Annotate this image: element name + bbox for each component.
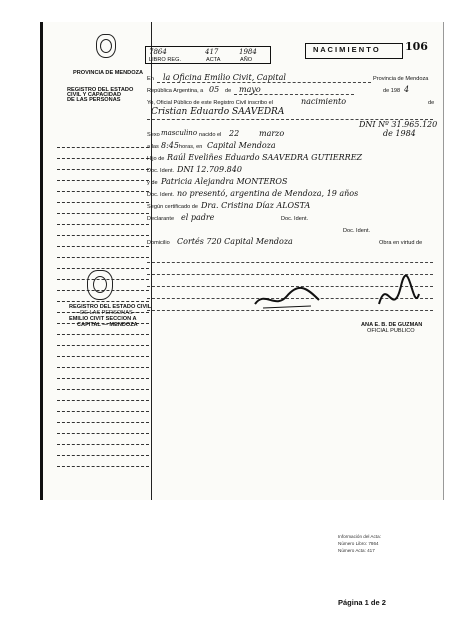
stamp-line-2: — DE LAS PERSONAS —	[73, 310, 140, 316]
birth-month: marzo	[259, 129, 285, 138]
month-value: mayo	[239, 85, 261, 94]
declarante-value: el padre	[181, 213, 215, 222]
doc-label: Doc. Ident.	[147, 168, 175, 174]
libro-label: LIBRO REG.	[149, 57, 182, 63]
official-stamp-line-2: OFICIAL PUBLICO	[367, 328, 415, 334]
acta-number: 417	[205, 48, 219, 56]
doc3-label: Doc. Ident.	[281, 216, 309, 222]
dni-value: DNI Nº 31.965.120	[359, 120, 438, 129]
form-number: 106	[405, 40, 428, 53]
year-label: AÑO	[240, 57, 253, 63]
oficial-value: nacimiento	[301, 97, 347, 106]
doc2-label: Doc. Ident.	[147, 192, 175, 198]
day-value: 05	[209, 85, 220, 94]
domicilio-value: Cortés 720 Capital Mendoza	[177, 237, 293, 246]
official-signature-icon	[373, 274, 423, 322]
y-label: y de	[147, 180, 158, 186]
registry-line-2: CIVIL Y CAPACIDAD	[67, 92, 121, 98]
en-label: En	[147, 76, 154, 82]
registry-line-1: REGISTRO DEL ESTADO	[67, 87, 134, 93]
stamp-line-3: EMILIO CIVIT SECCION A	[69, 316, 137, 322]
registry-line-3: DE LAS PERSONAS	[67, 97, 121, 103]
father-name: Raúl Eveliñes Eduardo SAAVEDRA GUTIERREZ	[167, 153, 363, 162]
birth-year: de 1984	[383, 129, 416, 138]
horas-label: horas, en	[179, 144, 203, 150]
de-label-2: de	[428, 100, 435, 106]
acta-info-libro: Número Libro: 7864	[338, 541, 379, 546]
province-name: PROVINCIA DE MENDOZA	[73, 70, 144, 76]
acta-info-title: Información del Acta:	[338, 534, 381, 539]
mother-doc: no presentó, argentina de Mendoza, 19 años	[177, 189, 359, 198]
libro-number: 7864	[149, 48, 167, 56]
oficial-label: Yo, Oficial Público de este Registro Civil inscribo el	[147, 100, 274, 106]
birth-certificate-scan	[40, 22, 444, 500]
declarant-signature-icon	[253, 282, 323, 312]
birth-place: Capital Mendoza	[207, 141, 276, 150]
horas-value: 8:45	[161, 141, 179, 150]
person-name: Cristian Eduardo SAAVEDRA	[151, 107, 285, 117]
year-suffix: 4	[404, 85, 410, 94]
nacido-label: nacido el	[199, 132, 222, 138]
de-label-1: de	[225, 88, 232, 94]
pagination-label: Página 1 de 2	[338, 598, 386, 607]
mother-name: Patricia Alejandra MONTEROS	[161, 177, 288, 186]
republica-label: República Argentina, a	[147, 88, 204, 94]
official-stamp-line-1: ANA E. B. DE GUZMAN	[361, 322, 423, 328]
acta-label: ACTA	[206, 57, 221, 63]
declarante-label: Declarante	[147, 216, 175, 222]
certificate-title: N A C I M I E N T O	[313, 45, 379, 54]
cert-value: Dra. Cristina Díaz ALOSTA	[201, 201, 311, 210]
horas-prefix: a las	[147, 144, 159, 150]
domicilio-label: Domicilio	[147, 240, 170, 246]
father-doc: DNI 12.709.840	[177, 165, 242, 174]
year-number: 1984	[239, 48, 257, 56]
provincia-label: Provincia de Mendoza	[373, 76, 429, 82]
en-value: la Oficina Emilio Civit, Capital	[163, 73, 286, 82]
hijo-label: Hijo de	[147, 156, 165, 162]
doc4-label: Doc. Ident.	[343, 228, 371, 234]
sexo-label: Sexo	[147, 132, 160, 138]
sexo-value: masculino	[161, 129, 198, 137]
year-prefix: de 198	[383, 88, 401, 94]
stamp-line-4: CAPITAL — MENDOZA	[77, 322, 138, 328]
stamp-line-1: REGISTRO DEL ESTADO CIVIL	[69, 304, 152, 310]
cert-label: Según certificado de	[147, 204, 198, 210]
acta-info-acta: Número Acta: 417	[338, 548, 375, 553]
obra-label: Obra en virtud de	[379, 240, 423, 246]
birth-day: 22	[229, 129, 240, 138]
